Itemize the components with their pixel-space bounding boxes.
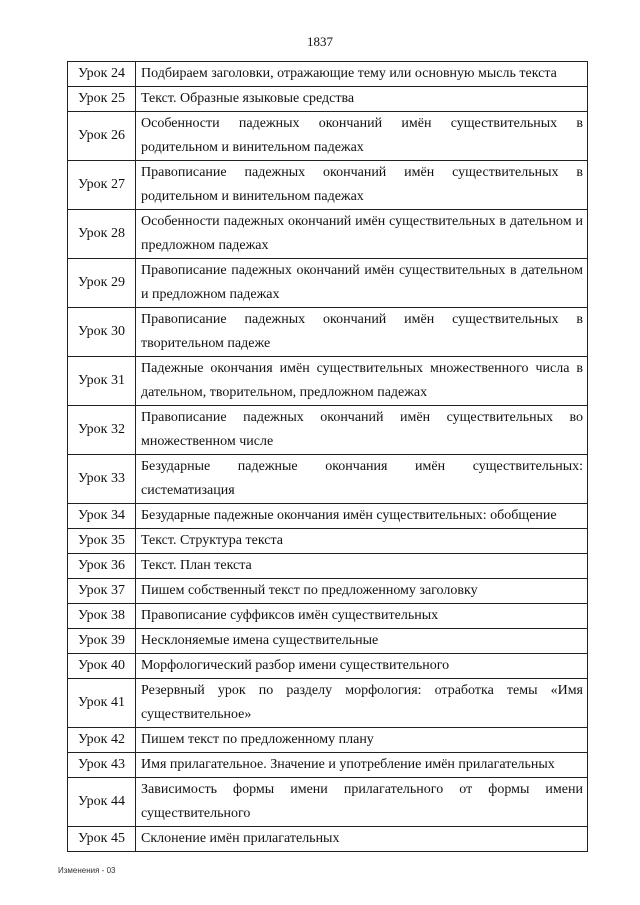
table-row — [68, 778, 588, 827]
lesson-topic-cell: Безударные падежные окончания имён существительных: обобщение — [136, 504, 588, 529]
lesson-topic-cell: Правописание падежных окончаний имён существительных в родительном и винительном падежах — [136, 161, 588, 210]
lessons-table-body — [68, 62, 588, 852]
table-row — [68, 753, 588, 778]
lesson-topic-cell: Склонение имён прилагательных — [136, 827, 588, 852]
table-row — [68, 210, 588, 259]
lessons-table — [67, 61, 588, 852]
lesson-number-cell: Урок 45 — [68, 827, 136, 852]
table-row — [68, 504, 588, 529]
lesson-number-cell: Урок 24 — [68, 62, 136, 87]
page-number: 1837 — [307, 34, 333, 49]
lesson-topic-cell: Правописание падежных окончаний имён существительных в дательном и предложном падежах — [136, 259, 588, 308]
lesson-topic-cell: Безударные падежные окончания имён существительных: систематизация — [136, 455, 588, 504]
lesson-topic-cell: Особенности падежных окончаний имён существительных в родительном и винительном падежах — [136, 112, 588, 161]
lesson-topic-cell: Пишем собственный текст по предложенному заголовку — [136, 579, 588, 604]
lesson-topic-cell: Падежные окончания имён существительных множественного числа в дательном, творительном, предложном падежах — [136, 357, 588, 406]
table-row — [68, 62, 588, 87]
lesson-number-cell: Урок 27 — [68, 161, 136, 210]
table-row — [68, 629, 588, 654]
lesson-number-cell: Урок 29 — [68, 259, 136, 308]
lesson-topic-cell: Текст. Структура текста — [136, 529, 588, 554]
table-row — [68, 728, 588, 753]
lesson-number-cell: Урок 39 — [68, 629, 136, 654]
lesson-topic-cell: Правописание суффиксов имён существительных — [136, 604, 588, 629]
table-row — [68, 259, 588, 308]
table-row — [68, 604, 588, 629]
lesson-topic-cell: Резервный урок по разделу морфология: отработка темы «Имя существительное» — [136, 679, 588, 728]
lesson-number-cell: Урок 25 — [68, 87, 136, 112]
table-row — [68, 654, 588, 679]
lesson-number-cell: Урок 31 — [68, 357, 136, 406]
lesson-number-cell: Урок 38 — [68, 604, 136, 629]
table-row — [68, 679, 588, 728]
table-row — [68, 87, 588, 112]
table-row — [68, 112, 588, 161]
lesson-number-cell: Урок 36 — [68, 554, 136, 579]
lesson-number-cell: Урок 42 — [68, 728, 136, 753]
lesson-number-cell: Урок 26 — [68, 112, 136, 161]
table-row — [68, 161, 588, 210]
lesson-number-cell: Урок 37 — [68, 579, 136, 604]
table-row — [68, 357, 588, 406]
lesson-topic-cell: Несклоняемые имена существительные — [136, 629, 588, 654]
lesson-number-cell: Урок 43 — [68, 753, 136, 778]
table-row — [68, 554, 588, 579]
lesson-number-cell: Урок 32 — [68, 406, 136, 455]
lesson-number-cell: Урок 40 — [68, 654, 136, 679]
lesson-topic-cell: Текст. Образные языковые средства — [136, 87, 588, 112]
table-row — [68, 455, 588, 504]
lesson-topic-cell: Пишем текст по предложенному плану — [136, 728, 588, 753]
lesson-topic-cell: Правописание падежных окончаний имён существительных в творительном падеже — [136, 308, 588, 357]
lesson-topic-cell: Текст. План текста — [136, 554, 588, 579]
table-row — [68, 308, 588, 357]
lesson-number-cell: Урок 28 — [68, 210, 136, 259]
lesson-topic-cell: Морфологический разбор имени существительного — [136, 654, 588, 679]
lesson-topic-cell: Особенности падежных окончаний имён существительных в дательном и предложном падежах — [136, 210, 588, 259]
table-row — [68, 827, 588, 852]
lesson-number-cell: Урок 44 — [68, 778, 136, 827]
table-row — [68, 579, 588, 604]
lesson-number-cell: Урок 30 — [68, 308, 136, 357]
lesson-topic-cell: Подбираем заголовки, отражающие тему или основную мысль текста — [136, 62, 588, 87]
lesson-number-cell: Урок 35 — [68, 529, 136, 554]
lesson-topic-cell: Правописание падежных окончаний имён существительных во множественном числе — [136, 406, 588, 455]
table-row — [68, 406, 588, 455]
table-row — [68, 529, 588, 554]
footer-revision-note: Изменения - 03 — [58, 866, 116, 875]
lesson-topic-cell: Зависимость формы имени прилагательного от формы имени существительного — [136, 778, 588, 827]
lesson-number-cell: Урок 33 — [68, 455, 136, 504]
lesson-number-cell: Урок 41 — [68, 679, 136, 728]
lesson-number-cell: Урок 34 — [68, 504, 136, 529]
lesson-topic-cell: Имя прилагательное. Значение и употребление имён прилагательных — [136, 753, 588, 778]
